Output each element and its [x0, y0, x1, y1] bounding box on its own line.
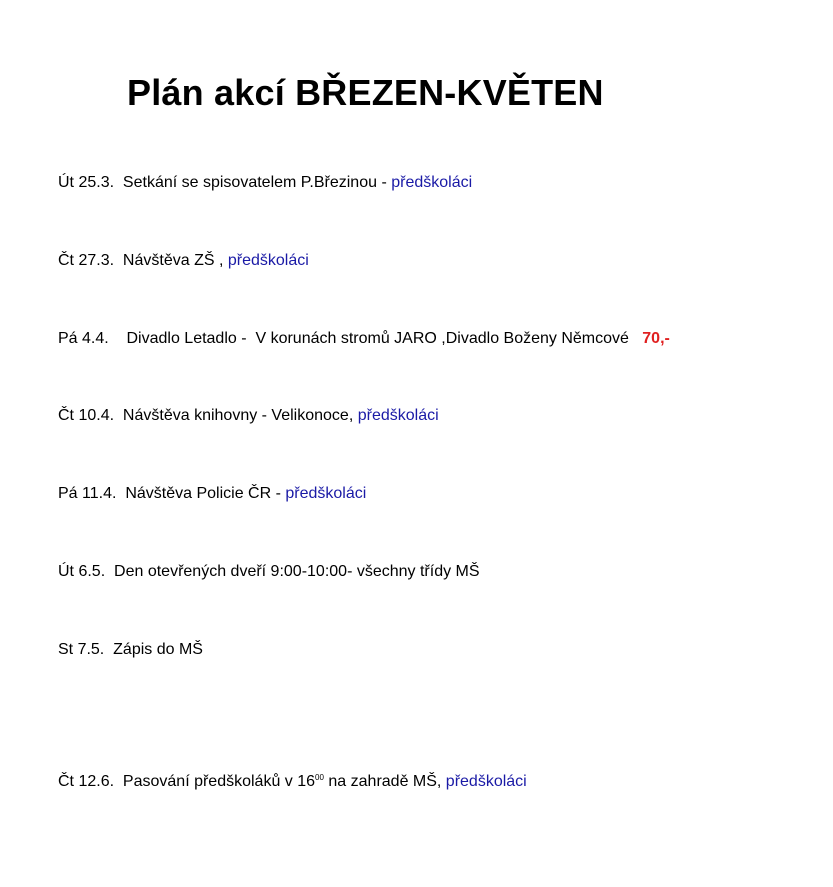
page-title: Plán akcí BŘEZEN-KVĚTEN — [127, 72, 604, 113]
event-tag: předškoláci — [357, 407, 439, 424]
event-item — [58, 640, 203, 660]
event-text: Návštěva Policie ČR - — [125, 485, 286, 502]
event-item — [58, 251, 309, 271]
event-date: Pá 4.4. — [58, 330, 109, 347]
event-date: Čt 10.4. — [58, 407, 115, 424]
event-item — [58, 768, 527, 792]
event-item — [58, 484, 366, 504]
event-text: Divadlo Letadlo - V korunách stromů JARO ,Divadlo Boženy Němcové — [126, 330, 629, 347]
event-date: Pá 11.4. — [58, 485, 117, 502]
event-date: Út 6.5. — [58, 563, 106, 580]
event-date: St 7.5. — [58, 641, 105, 658]
event-tag: předškoláci — [445, 773, 527, 790]
event-item — [58, 406, 439, 426]
event-item — [58, 329, 670, 349]
event-text: Den otevřených dveří 9:00-10:00- všechny třídy MŠ — [114, 563, 480, 580]
event-date: Čt 27.3. — [58, 252, 115, 269]
event-text: Pasování předškoláků v 16 — [122, 773, 316, 790]
event-tag: předškoláci — [391, 174, 473, 191]
event-tag: předškoláci — [285, 485, 367, 502]
event-text: Zápis do MŠ — [113, 641, 203, 658]
event-item — [58, 173, 472, 193]
event-text: Návštěva knihovny - Velikonoce, — [122, 407, 358, 424]
event-item — [58, 562, 480, 582]
event-time-superscript: 00 — [315, 773, 324, 782]
event-price: 70,- — [642, 330, 670, 347]
event-tag: předškoláci — [227, 252, 309, 269]
event-date: Čt 12.6. — [58, 773, 115, 790]
event-text: Návštěva ZŠ , — [122, 252, 228, 269]
event-text: Setkání se spisovatelem P.Březinou - — [122, 174, 392, 191]
event-date: Út 25.3. — [58, 174, 115, 191]
event-text-continued: na zahradě MŠ, — [323, 773, 446, 790]
